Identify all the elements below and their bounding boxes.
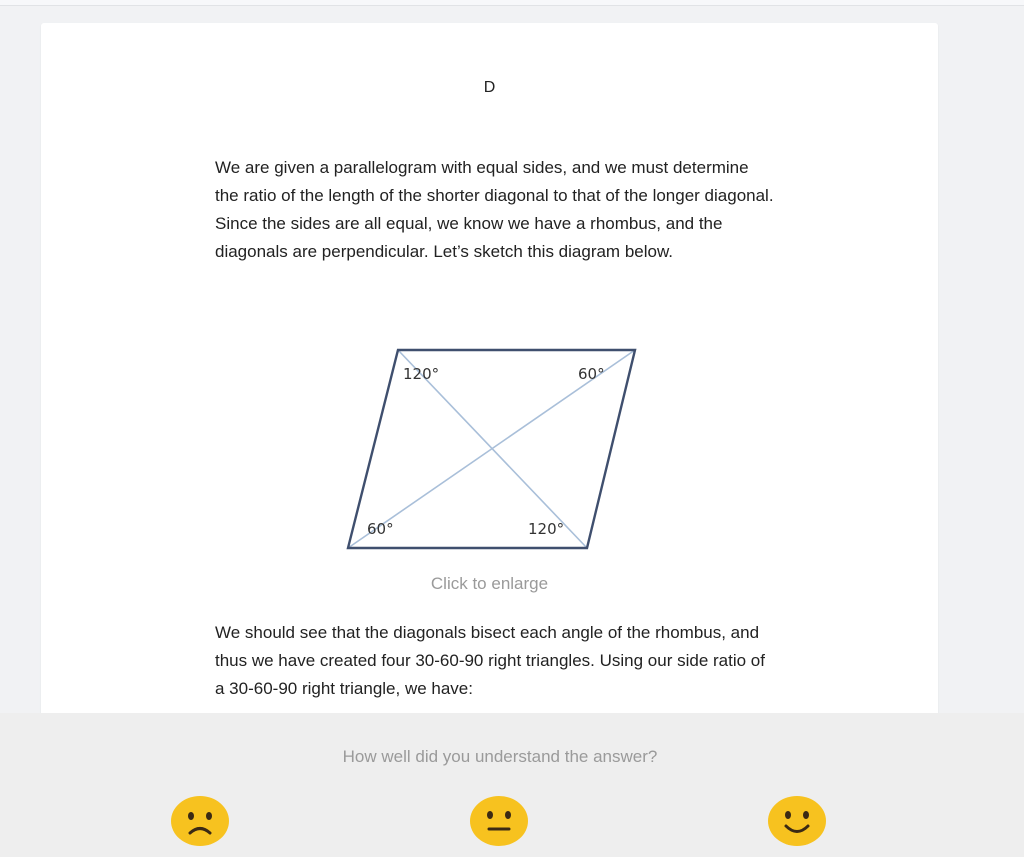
enlarge-link[interactable]: Click to enlarge xyxy=(430,574,549,593)
frowning-face-button[interactable] xyxy=(170,795,230,847)
answer-card xyxy=(41,23,938,723)
neutral-face-icon xyxy=(469,795,529,847)
top-bar xyxy=(0,0,1024,6)
angle-label-top-left: 120° xyxy=(403,365,440,383)
feedback-panel xyxy=(0,713,1024,857)
answer-letter: D xyxy=(483,79,496,96)
rhombus-diagram[interactable] xyxy=(344,345,644,555)
rhombus-diagram-svg xyxy=(344,345,644,555)
angle-label-bottom-left: 60° xyxy=(367,520,394,538)
angle-label-bottom-right: 120° xyxy=(528,520,565,538)
frowning-face-icon xyxy=(170,795,230,847)
explanation-paragraph-2: We should see that the diagonals bisect each angle of the rhombus, and thus we have created four 30-60-90 right triangles. Using our side ratio of a 30-60-90 right triangle, we have: xyxy=(215,623,765,698)
angle-label-top-right: 60° xyxy=(578,365,605,383)
explanation-paragraph-1: We are given a parallelogram with equal sides, and we must determine the ratio of the length of the shorter diagonal to that of the longer diagonal. Since the sides are all equal, we know we have a rhombus, and the diagonals are perpendicular. Let’s sketch this diagram below. xyxy=(215,158,774,261)
feedback-question: How well did you understand the answer? xyxy=(342,747,658,766)
smiling-face-button[interactable] xyxy=(767,795,827,847)
smiling-face-icon xyxy=(767,795,827,847)
neutral-face-button[interactable] xyxy=(469,795,529,847)
